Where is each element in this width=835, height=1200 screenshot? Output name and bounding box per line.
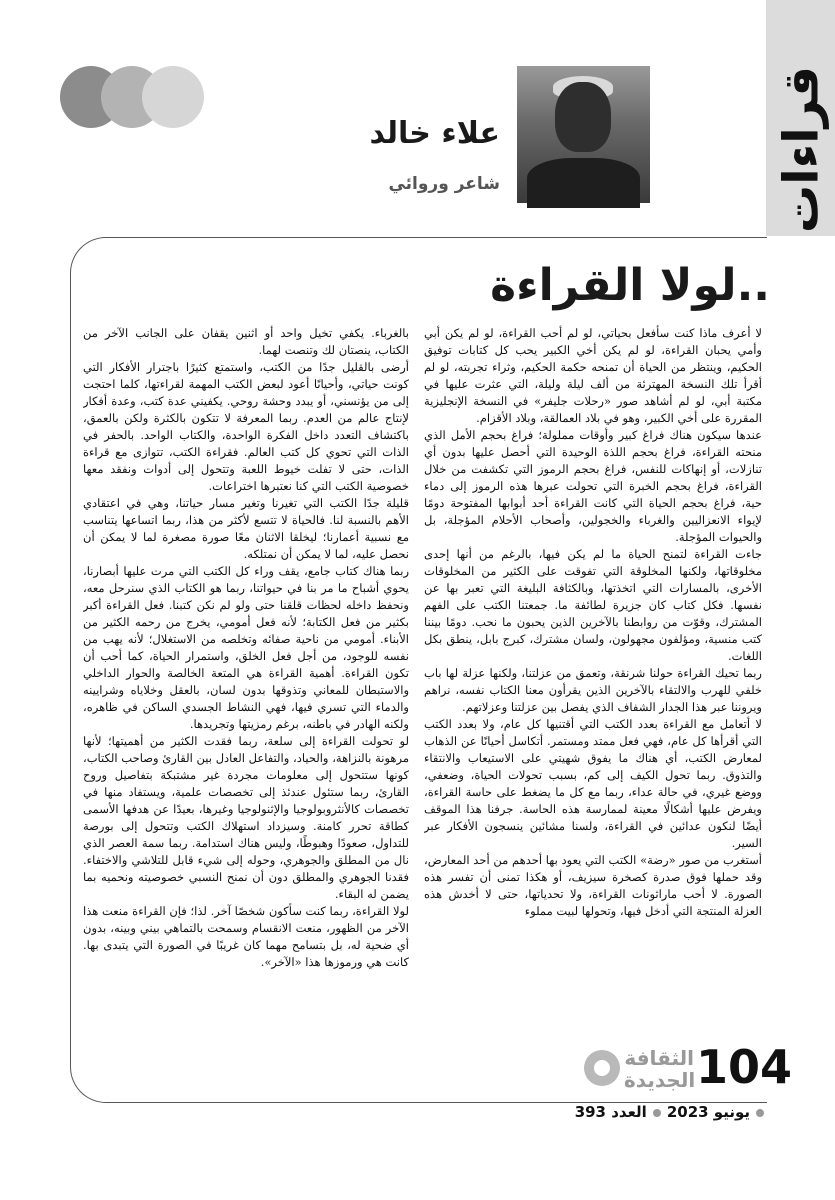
paragraph: بالغرباء. يكفي تخيل واحد أو اثنين يقفان على الجانب الآخر من الكتاب، ينصتان لك وتنصت لهما.: [83, 326, 409, 357]
paragraph: لا أتعامل مع القراءة بعدد الكتب التي أقتنيها كل عام، ولا بعدد الكتب التي أقرأها كل عام، فهي فعل ممتد ومستمر. أتكاسل أحيانًا عن الذهاب لمعارض الكتب، أي هناك ما يفوق شهيتي على الاستيعاب والانتقاء والتذوق. ربما تحول الكيف إلى كم، بسبب تحولات الحياة، وضعفي، ووضع غيري، في حالة عداء، ربما مع كل ما يضغط على حاسة القراءة، ويفرض عليها أشكالًا معينة لممارسة هذه الحاسة. جرفنا هذا الموقف أيضًا لنكون عدائين في القراءة، ولسنا مشائين ينسجون الأفكار عبر السير.: [424, 717, 762, 850]
paragraph: لو تحولت القراءة إلى سلعة، ربما فقدت الكثير من أهميتها؛ لأنها مرهونة بالنزاهة، والحياد، والتفاعل العادل بين القارئ وصاحب الكتاب، كونها ستتحول إلى معلومات مجردة غير مشتبكة بتفاصيل وروح القارئ، ربما ستئول عندئذ إلى تخصصات علمية، ويستفاد منها في تخصصات كالأنثروبولوجيا والإثنولوجيا وغيرها، بعيدًا عن هدفها الأسمى كطاقة تحرر كامنة. وسيزداد استهلاك الكتب وتتحول إلى بورصة للتداول، صعودًا وهبوطًا، وليس هناك استدامة. ربما سمة العصر الذي نال من المطلق والجوهري، وحوله إلى شيء قابل للتلاشي والاختفاء. فقدنا الجوهري والمطلق دون أن نمنح النسبي خصوصيته ونحميه بما يضمن له البقاء.: [83, 734, 409, 901]
author-role: شاعر وروائي: [388, 174, 500, 194]
article-column-left: [83, 325, 409, 1085]
magazine-name-line2: الجديدة: [624, 1068, 696, 1092]
magazine-name-line1: الثقافة: [624, 1046, 694, 1070]
paragraph: ربما هناك كتاب جامع، يقف وراء كل الكتب التي مرت عليها أبصارنا، يحوي أشباح ما مر بنا في حيواتنا، ربما هو الكتاب الذي سنرحل معه، ونحفظ داخله لحظات قلقنا حتى ولو لم نكن كتبنا. فعل القراءة أكبر بكثير من فعل الكتابة؛ لأنه فعل أمومي، يخرج من رحمه الكثير من الأبناء. أمومي من ناحية صفائه وتخلصه من الاستغلال؛ لأنه يهب من نفسه للوجود، من أجل فعل الخلق، واستمرار الحياة، كما أحب أن تكون القراءة. أهمية القراءة هي المتعة الخالصة والحوار الداخلي والاستبطان للمعاني وتذوقها بدون لسان، بالعقل وخلاياه وشرايينه والدماء التي تسري فيها، فهي النشاط الجسدي الساكن في ظاهره، ولكنه الهادر في باطنه، برغم رمزيتها وتجريدها.: [83, 564, 409, 731]
issue-date: يونيو 2023: [666, 1103, 750, 1121]
paragraph: قليلة جدًا الكتب التي تغيرنا وتغير مسار حياتنا، وهي في اعتقادي الأهم بالنسبة لنا. فالحياة لا تتسع لأكثر من هذا، ربما اتساعها يتناسب مع نسبية أعمارنا؛ ليخلقا الاثنان معًا صورة مصغرة لما لا يمكن أن نحصل عليه، لما لا يمكن أن نمتلكه.: [83, 496, 409, 561]
issue-footer: [470, 1103, 770, 1121]
decor-circle-light: [142, 66, 204, 128]
author-photo: [517, 66, 650, 203]
paragraph: لولا القراءة، ربما كنت سأكون شخصًا آخر. لذا؛ فإن القراءة منعت هذا الآخر من الظهور، منعت الانقسام وسمحت بالتماهي بيني وبينه، بدون أي ضحية له، بل بتسامح مهما كان غريبًا في الصورة التي يتبدى بها. كانت هي ورموزها هذا «الآخر».: [83, 904, 409, 969]
author-name: علاء خالد: [369, 116, 500, 151]
paragraph: جاءت القراءة لتمنح الحياة ما لم يكن فيها، بالرغم من أنها إحدى مخلوقاتها، ولكنها المخلوقة التي تفوقت على الكثير من المخلوقات الأخرى، بالمسارات التي اتخذتها، وبالكثافة البليغة التي تعبر بها عن نفسها. فكل كتاب كان جزيرة لطائفة ما. جمعتنا الكتب على الفهم المشترك، وقوّت من روابطنا بالآخرين الذين يحبون ما نحب. دومًا بيننا كتب منسية، ومؤلفون مجهولون، ولسان مشترك، كبرج بابل، ينطق بكل اللغات.: [424, 547, 762, 663]
page-number: 104: [696, 1040, 793, 1094]
article-title: لولا القراءة..: [490, 260, 770, 311]
paragraph: أرضى بالقليل جدًا من الكتب، واستمتع كثيرًا باجترار الأفكار التي كونت حياتي، وأحيانًا أعود لبعض الكتب المهمة لقراءتها، كلما احتجت إلى من يؤنسني، أو يبدد وحشة روحي. يكفيني عدة كتب، وعدة أفكار لإنتاج عالم من العدم. ربما المعرفة لا تتكون بالكثرة ولكن بالعمق، باكتشاف التعدد داخل الفكرة الواحدة، والكتاب الواحد. بالحفر في الذات التي تحوي كل كتب العالم. فقراءة الكتب، تتوازى مع قراءة الذات، حتى لا تفلت خيوط اللعبة وتتحول إلى أدوات ونفقد معها خصوصية الكتب التي كنا نعتبرها اختراعات.: [83, 360, 409, 493]
paragraph: عندها سيكون هناك فراغ كبير وأوقات مملولة؛ فراغ بحجم الأمل الذي منحته القراءة، فراغ بحجم اللذة الوحيدة التي أحصل عليها بدون أي تنازلات، أو إنهاكات للنفس، فراغ بحجم الرموز التي تكشفت من خلال القراءة، فراغ بحجم الخبرة التي تحولت عبرها هذه الرموز إلى دماء حية، فراغ بحجم الحياة التي كانت القراءة أحد أبوابها المفتوحة دومًا لإيواء الانعزاليين والغرباء والخجولين، وأصحاب الأحلام المؤجلة، بل والحيوات المؤجلة.: [424, 428, 762, 544]
bullet-icon: [756, 1109, 764, 1117]
magazine-logo-icon: [584, 1050, 620, 1086]
issue-number: العدد 393: [574, 1103, 647, 1121]
section-title: قراءات: [773, 66, 830, 234]
paragraph: لا أعرف ماذا كنت سأفعل بحياتي، لو لم أحب القراءة، لو لم يكن أبي وأمي يحبان القراءة، لو لم يكن أخي الكبير يحب كل كتابات توفيق الحكيم، وينتظر من الحياة أن تمنحه حكمة الحكيم، وثراء تجربته، لو لم أقرأ تلك النسخة المهترئة من ألف ليلة وليلة، التي عثرت عليها في مكتبة أبي، لو لم أشاهد صور «رحلات جليفر» في النسخة الإنجليزية المقررة على أخي الكبير، وهو في بلاد العمالقة، وبلاد الأقزام.: [424, 326, 762, 425]
paragraph: ربما تحيك القراءة حولنا شرنقة، وتعمق من عزلتنا، ولكنها عزلة لها باب خلفي للهرب والالتقاء بالآخرين الذين يقرأون معنا الكتاب نفسه، نراهم ويروننا عبر هذا الجدار الشفاف الذي يفصل بين عزلتنا وعزلاتهم.: [424, 666, 762, 714]
article-column-right: [424, 325, 762, 1035]
paragraph: أستغرب من صور «رضة» الكتب التي يعود بها أحدهم من أحد المعارض، وقد حملها فوق صدرة كصخرة سيزيف، أو هكذا تمنى أن تفسر هذه الصورة. لا أحب ماراثونات القراءة، ولا تحدياتها، حتى لا أخدش هذه العزلة المنتجة التي أدخل فيها، وتحولها لبيت مملوء: [424, 853, 762, 918]
bullet-icon: [653, 1109, 661, 1117]
